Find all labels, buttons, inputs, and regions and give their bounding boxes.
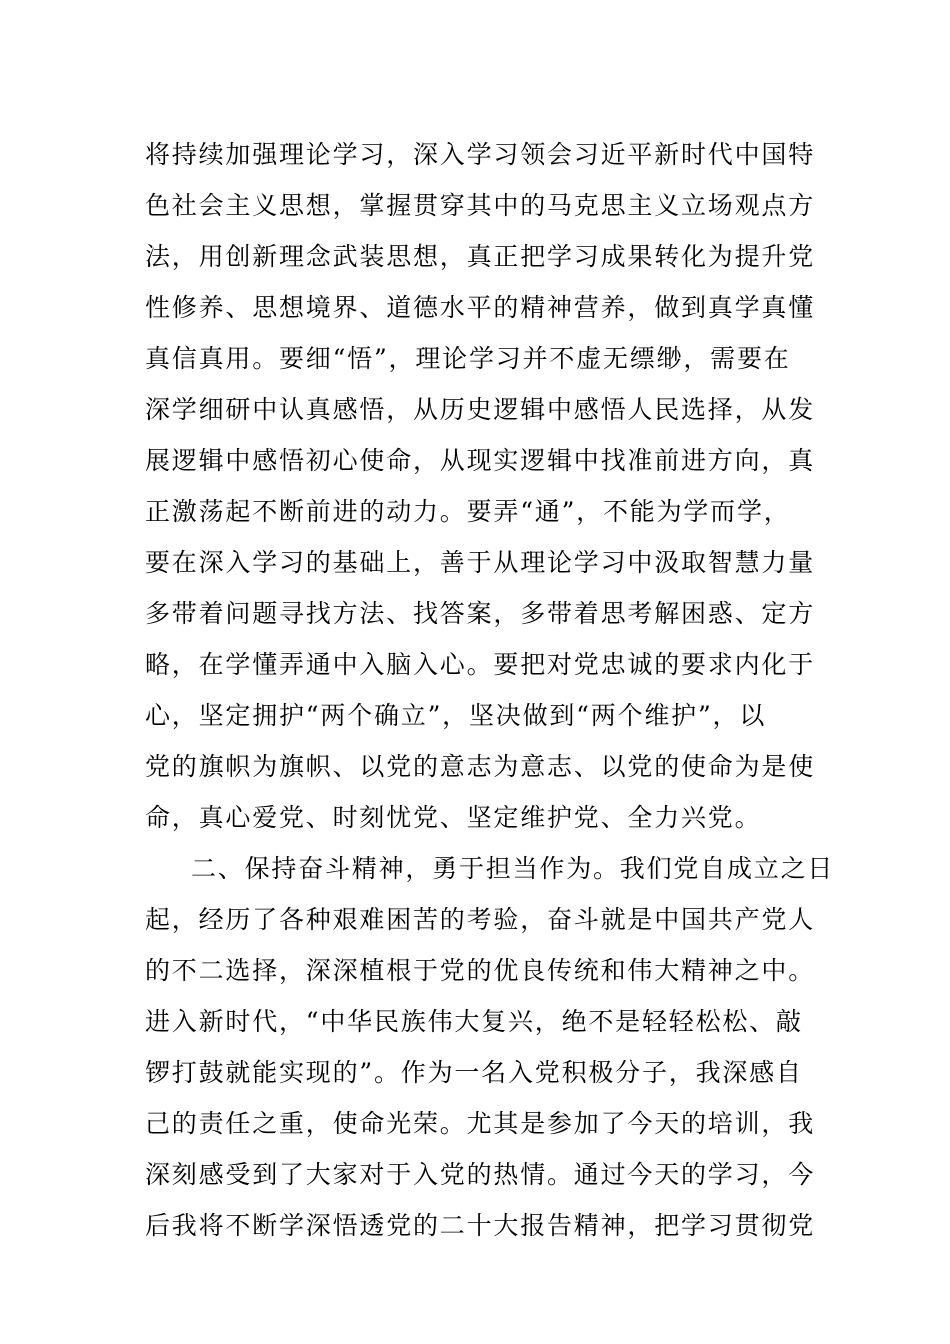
text-line: 起，经历了各种艰难困苦的考验，奋斗就是中国共产党人 — [145, 905, 816, 934]
text-line: 锣打鼓就能实现的”。作为一名入党积极分子，我深感自 — [145, 1058, 803, 1087]
section-heading-line: 二、保持奋斗精神，勇于担当作为。我们党自成立之日 — [191, 854, 835, 883]
text-line: 展逻辑中感悟初心使命，从现实逻辑中找准前进方向，真 — [145, 446, 816, 475]
text-line: 正激荡起不断前进的动力。要弄“通”，不能为学而学， — [145, 497, 791, 526]
text-line: 深学细研中认真感悟，从历史逻辑中感悟人民选择，从发 — [145, 395, 816, 424]
text-line: 命，真心爱党、时刻忧党、坚定维护党、全力兴党。 — [145, 803, 762, 832]
text-line: 深刻感受到了大家对于入党的热情。通过今天的学习，今 — [145, 1160, 816, 1189]
text-line: 心，坚定拥护“两个确立”，坚决做到“两个维护”，以 — [145, 701, 767, 730]
text-line: 将持续加强理论学习，深入学习领会习近平新时代中国特 — [145, 140, 816, 169]
text-line: 性修养、思想境界、道德水平的精神营养，做到真学真懂 — [145, 293, 816, 322]
text-line: 色社会主义思想，掌握贯穿其中的马克思主义立场观点方 — [145, 191, 816, 220]
text-line: 己的责任之重，使命光荣。尤其是参加了今天的培训，我 — [145, 1109, 816, 1138]
text-line: 略，在学懂弄通中入脑入心。要把对党忠诚的要求内化于 — [145, 650, 816, 679]
text-line: 党的旗帜为旗帜、以党的意志为意志、以党的使命为是使 — [145, 752, 816, 781]
text-line: 真信真用。要细“悟”，理论学习并不虚无缥缈，需要在 — [145, 344, 791, 373]
body-text — [145, 129, 835, 1251]
text-line: 进入新时代，“中华民族伟大复兴，绝不是轻轻松松、敲 — [145, 1007, 803, 1036]
text-line: 的不二选择，深深植根于党的优良传统和伟大精神之中。 — [145, 956, 816, 985]
text-line: 多带着问题寻找方法、找答案，多带着思考解困惑、定方 — [145, 599, 816, 628]
text-line: 要在深入学习的基础上，善于从理论学习中汲取智慧力量 — [145, 548, 816, 577]
text-line: 后我将不断学深悟透党的二十大报告精神，把学习贯彻党 — [145, 1211, 816, 1240]
text-line: 法，用创新理念武装思想，真正把学习成果转化为提升党 — [145, 242, 816, 271]
